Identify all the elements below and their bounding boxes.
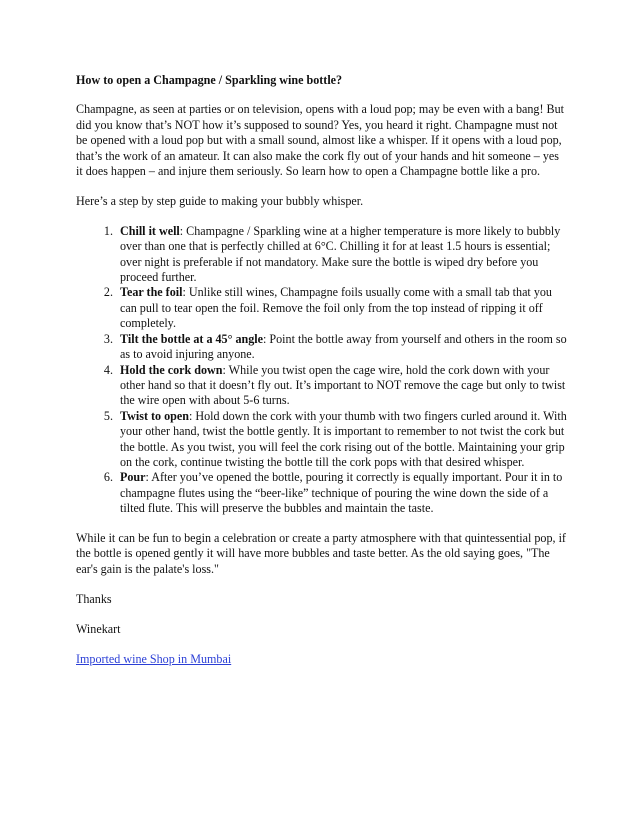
step-item: [116, 332, 568, 363]
document-title: How to open a Champagne / Sparkling wine bottle?: [76, 73, 343, 87]
wine-shop-link[interactable]: Imported wine Shop in Mumbai: [76, 651, 232, 666]
step-title: Tear the foil: [120, 285, 183, 300]
step-item: [116, 285, 568, 331]
step-text: : Champagne / Sparkling wine at a higher temperature is more likely to bubbly over than one that is perfectly chilled at 6°C. Chilling it for at least 1.5 hours is essential; over night is preferable if not mandatory. Make sure the bottle is wiped dry before you proceed further.: [120, 223, 561, 285]
step-text: : Unlike still wines, Champagne foils usually come with a small tab that you can pull to tear open the foil. Remove the foil only from the top instead of ripping it off completely.: [120, 285, 552, 331]
step-text: : Hold down the cork with your thumb with two fingers curled around it. With your other hand, twist the bottle gently. It is important to remember to not twist the cork but the bottle. As you twist, you will feel the cork rising out of the bottle. Maintaining your grip on the cork, continue twisting the bottle till the cork pops with that desired whisper.: [120, 408, 567, 469]
step-title: Tilt the bottle at a 45° angle: [120, 331, 264, 346]
step-item: [116, 363, 568, 409]
step-title: Hold the cork down: [120, 362, 223, 377]
guide-lead-paragraph: Here’s a step by step guide to making your bubbly whisper.: [76, 193, 364, 208]
intro-paragraph: Champagne, as seen at parties or on television, opens with a loud pop; may be even with a bang! But did you know that’s NOT how it’s supposed to sound? Yes, you heard it right. Champagne must not be opened with a loud pop but with a small sound, almost like a whisper. If it opens with a loud pop, that’s the work of an amateur. It can also make the cork fly out of your hands and hit someone – yes it does happen – and injure them seriously. So learn how to open a Champagne bottle like a pro.: [76, 102, 565, 179]
step-title: Twist to open: [120, 408, 189, 423]
signature-text: Winekart: [76, 621, 121, 636]
step-item: [116, 409, 568, 471]
steps-list: [76, 224, 568, 517]
step-item: [116, 224, 568, 286]
document-body: [76, 73, 568, 682]
step-text: : While you twist open the cage wire, hold the cork down with your other hand so that it doesn’t fly out. It’s important to NOT remove the cage but only to twist the wire open with about 5-6 turns.: [120, 362, 566, 408]
step-text: : After you’ve opened the bottle, pouring it correctly is equally important. Pour it in to champagne flutes using the “beer-like” technique of pouring the wine down the side of a tilted flute. This will preserve the bubbles and maintain the taste.: [120, 470, 563, 516]
step-text: : Point the bottle away from yourself and others in the room so as to avoid injuring anyone.: [120, 331, 567, 362]
thanks-text: Thanks: [76, 591, 112, 606]
closing-paragraph: While it can be fun to begin a celebration or create a party atmosphere with that quintessential pop, if the bottle is opened gently it will have more bubbles and taste better. As the old saying goes, "The ear's gain is the palate's loss.": [76, 531, 566, 576]
step-title: Chill it well: [120, 223, 180, 238]
step-item: [116, 470, 568, 516]
step-title: Pour: [120, 470, 146, 485]
